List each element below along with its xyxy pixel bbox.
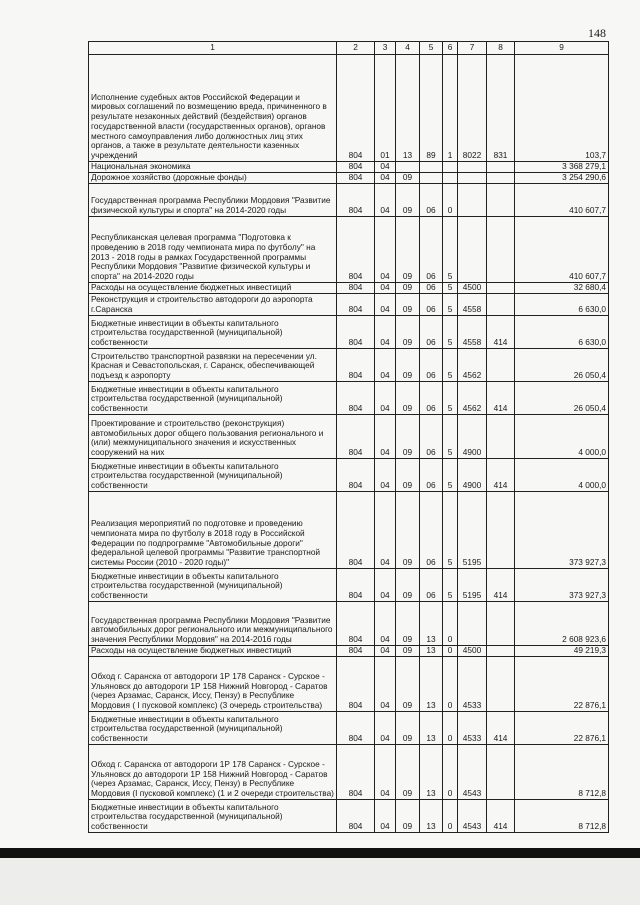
table-row bbox=[89, 316, 609, 349]
item-cell: 4543 bbox=[458, 745, 487, 800]
item-cell bbox=[458, 162, 487, 173]
item-cell: 4558 bbox=[458, 316, 487, 349]
amount-cell: 49 219,3 bbox=[515, 646, 609, 657]
table-row bbox=[89, 657, 609, 712]
expense-type-cell bbox=[487, 492, 515, 569]
subprogram-cell: 0 bbox=[443, 646, 458, 657]
subsection-cell: 09 bbox=[396, 316, 420, 349]
row-name-cell: Национальная экономика bbox=[89, 162, 337, 173]
table-row bbox=[89, 745, 609, 800]
expense-type-cell: 414 bbox=[487, 316, 515, 349]
row-name-cell: Бюджетные инвестиции в объекты капитального строительства государственной (муниципальной) собственности bbox=[89, 316, 337, 349]
program-cell: 06 bbox=[420, 415, 443, 459]
table-row bbox=[89, 184, 609, 217]
amount-cell: 26 050,4 bbox=[515, 382, 609, 415]
subsection-cell: 09 bbox=[396, 184, 420, 217]
program-cell: 06 bbox=[420, 492, 443, 569]
column-header: 7 bbox=[458, 42, 487, 55]
expense-type-cell bbox=[487, 657, 515, 712]
row-name-cell: Реконструкция и строительство автодороги до аэропорта г.Саранска bbox=[89, 294, 337, 316]
budget-table bbox=[88, 41, 609, 833]
program-cell: 06 bbox=[420, 184, 443, 217]
code-cell: 804 bbox=[337, 657, 375, 712]
code-cell: 804 bbox=[337, 162, 375, 173]
expense-type-cell bbox=[487, 745, 515, 800]
amount-cell: 410 607,7 bbox=[515, 184, 609, 217]
row-name-cell: Строительство транспортной развязки на пересечении ул. Красная и Севастопольская, г. Саранск, обеспечивающей подъезд к аэропорту bbox=[89, 349, 337, 382]
code-cell: 804 bbox=[337, 415, 375, 459]
table-row bbox=[89, 602, 609, 646]
expense-type-cell bbox=[487, 162, 515, 173]
subprogram-cell: 5 bbox=[443, 349, 458, 382]
section-cell: 04 bbox=[375, 657, 396, 712]
amount-cell: 6 630,0 bbox=[515, 316, 609, 349]
row-name-cell: Государственная программа Республики Мордовия "Развитие автомобильных дорог регионального или межмуниципального значения Республики Мордовия" на 2014-2016 годы bbox=[89, 602, 337, 646]
row-name-cell: Проектирование и строительство (реконструкция) автомобильных дорог общего пользования регионального и (или) межмуниципального значения и искусственных сооружений на них bbox=[89, 415, 337, 459]
amount-cell: 410 607,7 bbox=[515, 217, 609, 283]
row-name-cell: Расходы на осуществление бюджетных инвестиций bbox=[89, 283, 337, 294]
table-row bbox=[89, 569, 609, 602]
subsection-cell: 09 bbox=[396, 382, 420, 415]
program-cell: 06 bbox=[420, 316, 443, 349]
item-cell: 4900 bbox=[458, 459, 487, 492]
expense-type-cell: 414 bbox=[487, 712, 515, 745]
table-row bbox=[89, 55, 609, 162]
item-cell: 4500 bbox=[458, 283, 487, 294]
amount-cell: 26 050,4 bbox=[515, 349, 609, 382]
item-cell bbox=[458, 602, 487, 646]
program-cell: 13 bbox=[420, 646, 443, 657]
row-name-cell: Дорожное хозяйство (дорожные фонды) bbox=[89, 173, 337, 184]
subsection-cell: 09 bbox=[396, 712, 420, 745]
expense-type-cell bbox=[487, 602, 515, 646]
subsection-cell: 09 bbox=[396, 349, 420, 382]
code-cell: 804 bbox=[337, 349, 375, 382]
subprogram-cell: 5 bbox=[443, 459, 458, 492]
program-cell: 06 bbox=[420, 569, 443, 602]
row-name-cell: Бюджетные инвестиции в объекты капитального строительства государственной (муниципальной) собственности bbox=[89, 800, 337, 833]
subsection-cell: 09 bbox=[396, 173, 420, 184]
scan-bottom-margin bbox=[0, 858, 640, 905]
row-name-cell: Бюджетные инвестиции в объекты капитального строительства государственной (муниципальной) собственности bbox=[89, 712, 337, 745]
row-name-cell: Бюджетные инвестиции в объекты капитального строительства государственной (муниципальной) собственности bbox=[89, 459, 337, 492]
section-cell: 04 bbox=[375, 800, 396, 833]
code-cell: 804 bbox=[337, 173, 375, 184]
amount-cell: 32 680,4 bbox=[515, 283, 609, 294]
amount-cell: 2 608 923,6 bbox=[515, 602, 609, 646]
amount-cell: 6 630,0 bbox=[515, 294, 609, 316]
program-cell bbox=[420, 162, 443, 173]
expense-type-cell bbox=[487, 173, 515, 184]
subprogram-cell bbox=[443, 162, 458, 173]
table-row bbox=[89, 283, 609, 294]
program-cell: 13 bbox=[420, 745, 443, 800]
code-cell: 804 bbox=[337, 492, 375, 569]
subprogram-cell: 0 bbox=[443, 657, 458, 712]
code-cell: 804 bbox=[337, 712, 375, 745]
amount-cell: 3 368 279,1 bbox=[515, 162, 609, 173]
row-name-cell: Реализация мероприятий по подготовке и проведению чемпионата мира по футболу в 2018 году в Российской Федерации по подпрограмме "Автомобильные дороги" федеральной целевой программы "Развитие транспортной системы России (2010 - 2020 годы)" bbox=[89, 492, 337, 569]
row-name-cell: Республиканская целевая программа "Подготовка к проведению в 2018 году чемпионата мира по футболу" на 2013 - 2018 годы в рамках Государственной программы Республики Мордовия "Развитие физической культуры и спорта" на 2014-2020 годы bbox=[89, 217, 337, 283]
subsection-cell bbox=[396, 162, 420, 173]
subsection-cell: 09 bbox=[396, 800, 420, 833]
subprogram-cell: 5 bbox=[443, 569, 458, 602]
table-row bbox=[89, 712, 609, 745]
program-cell: 06 bbox=[420, 382, 443, 415]
section-cell: 01 bbox=[375, 55, 396, 162]
expense-type-cell bbox=[487, 646, 515, 657]
section-cell: 04 bbox=[375, 646, 396, 657]
program-cell: 13 bbox=[420, 800, 443, 833]
table-row bbox=[89, 800, 609, 833]
expense-type-cell: 414 bbox=[487, 569, 515, 602]
row-name-cell: Государственная программа Республики Мордовия "Развитие физической культуры и спорта" на 2014-2020 годы bbox=[89, 184, 337, 217]
subprogram-cell: 5 bbox=[443, 283, 458, 294]
section-cell: 04 bbox=[375, 459, 396, 492]
section-cell: 04 bbox=[375, 415, 396, 459]
section-cell: 04 bbox=[375, 745, 396, 800]
section-cell: 04 bbox=[375, 294, 396, 316]
section-cell: 04 bbox=[375, 712, 396, 745]
expense-type-cell bbox=[487, 349, 515, 382]
program-cell: 13 bbox=[420, 602, 443, 646]
expense-type-cell: 831 bbox=[487, 55, 515, 162]
row-name-cell: Исполнение судебных актов Российской Федерации и мировых соглашений по возмещению вреда, причиненного в результате незаконных действий (бездействия) органов государственной власти (государственных органов), органов местного самоуправления либо должностных лиц этих органов, а также в результате деятельности казенных учреждений bbox=[89, 55, 337, 162]
code-cell: 804 bbox=[337, 55, 375, 162]
section-cell: 04 bbox=[375, 602, 396, 646]
table-row bbox=[89, 173, 609, 184]
table-row bbox=[89, 382, 609, 415]
row-name-cell: Расходы на осуществление бюджетных инвестиций bbox=[89, 646, 337, 657]
amount-cell: 22 876,1 bbox=[515, 657, 609, 712]
column-header: 4 bbox=[396, 42, 420, 55]
subsection-cell: 09 bbox=[396, 283, 420, 294]
column-header: 9 bbox=[515, 42, 609, 55]
item-cell: 4533 bbox=[458, 712, 487, 745]
section-cell: 04 bbox=[375, 349, 396, 382]
subprogram-cell: 0 bbox=[443, 184, 458, 217]
program-cell: 13 bbox=[420, 712, 443, 745]
column-header: 3 bbox=[375, 42, 396, 55]
item-cell bbox=[458, 184, 487, 217]
amount-cell: 4 000,0 bbox=[515, 459, 609, 492]
amount-cell: 8 712,8 bbox=[515, 745, 609, 800]
column-header: 6 bbox=[443, 42, 458, 55]
amount-cell: 3 254 290,6 bbox=[515, 173, 609, 184]
item-cell: 4900 bbox=[458, 415, 487, 459]
subprogram-cell: 5 bbox=[443, 415, 458, 459]
subprogram-cell: 5 bbox=[443, 492, 458, 569]
code-cell: 804 bbox=[337, 294, 375, 316]
expense-type-cell bbox=[487, 184, 515, 217]
subsection-cell: 13 bbox=[396, 55, 420, 162]
expense-type-cell: 414 bbox=[487, 459, 515, 492]
amount-cell: 373 927,3 bbox=[515, 492, 609, 569]
scan-bottom-band bbox=[0, 848, 640, 858]
code-cell: 804 bbox=[337, 184, 375, 217]
program-cell: 13 bbox=[420, 657, 443, 712]
subprogram-cell: 1 bbox=[443, 55, 458, 162]
page-number: 148 bbox=[588, 26, 606, 40]
program-cell: 06 bbox=[420, 294, 443, 316]
table-row bbox=[89, 492, 609, 569]
item-cell bbox=[458, 173, 487, 184]
column-header: 1 bbox=[89, 42, 337, 55]
item-cell: 4558 bbox=[458, 294, 487, 316]
subsection-cell: 09 bbox=[396, 415, 420, 459]
table-body bbox=[89, 55, 609, 833]
table-row bbox=[89, 162, 609, 173]
program-cell: 06 bbox=[420, 217, 443, 283]
subprogram-cell: 0 bbox=[443, 745, 458, 800]
row-name-cell: Обход г. Саранска от автодороги 1Р 178 Саранск - Сурское - Ульяновск до автодороги 1Р 158 Нижний Новгород - Саратов (через Арзамас, Саранск, Иссу, Пензу) в Республике Мордовия ( I пусковой комплекс) (3 очередь строительства) bbox=[89, 657, 337, 712]
section-cell: 04 bbox=[375, 217, 396, 283]
program-cell bbox=[420, 173, 443, 184]
row-name-cell: Бюджетные инвестиции в объекты капитального строительства государственной (муниципальной) собственности bbox=[89, 382, 337, 415]
expense-type-cell bbox=[487, 294, 515, 316]
column-header: 8 bbox=[487, 42, 515, 55]
subprogram-cell: 0 bbox=[443, 712, 458, 745]
code-cell: 804 bbox=[337, 382, 375, 415]
subprogram-cell: 5 bbox=[443, 294, 458, 316]
subprogram-cell: 0 bbox=[443, 800, 458, 833]
subsection-cell: 09 bbox=[396, 459, 420, 492]
section-cell: 04 bbox=[375, 569, 396, 602]
table-row bbox=[89, 217, 609, 283]
code-cell: 804 bbox=[337, 283, 375, 294]
item-cell: 4562 bbox=[458, 382, 487, 415]
table-row bbox=[89, 415, 609, 459]
code-cell: 804 bbox=[337, 646, 375, 657]
item-cell: 4533 bbox=[458, 657, 487, 712]
code-cell: 804 bbox=[337, 602, 375, 646]
code-cell: 804 bbox=[337, 800, 375, 833]
subsection-cell: 09 bbox=[396, 569, 420, 602]
subprogram-cell: 5 bbox=[443, 382, 458, 415]
item-cell bbox=[458, 217, 487, 283]
program-cell: 89 bbox=[420, 55, 443, 162]
table-row bbox=[89, 349, 609, 382]
item-cell: 4500 bbox=[458, 646, 487, 657]
section-cell: 04 bbox=[375, 316, 396, 349]
code-cell: 804 bbox=[337, 217, 375, 283]
amount-cell: 373 927,3 bbox=[515, 569, 609, 602]
expense-type-cell: 414 bbox=[487, 800, 515, 833]
code-cell: 804 bbox=[337, 569, 375, 602]
subsection-cell: 09 bbox=[396, 602, 420, 646]
subprogram-cell: 5 bbox=[443, 217, 458, 283]
column-header: 2 bbox=[337, 42, 375, 55]
table-row bbox=[89, 646, 609, 657]
amount-cell: 4 000,0 bbox=[515, 415, 609, 459]
row-name-cell: Бюджетные инвестиции в объекты капитального строительства государственной (муниципальной) собственности bbox=[89, 569, 337, 602]
subsection-cell: 09 bbox=[396, 294, 420, 316]
section-cell: 04 bbox=[375, 382, 396, 415]
subsection-cell: 09 bbox=[396, 657, 420, 712]
table-header-row bbox=[89, 42, 609, 55]
section-cell: 04 bbox=[375, 283, 396, 294]
item-cell: 4562 bbox=[458, 349, 487, 382]
amount-cell: 22 876,1 bbox=[515, 712, 609, 745]
program-cell: 06 bbox=[420, 349, 443, 382]
subprogram-cell bbox=[443, 173, 458, 184]
row-name-cell: Обход г. Саранска от автодороги 1Р 178 Саранск - Сурское - Ульяновск до автодороги 1Р 158 Нижний Новгород - Саратов (через Арзамас, Саранск, Иссу, Пензу) в Республике Мордовия (I пусковой комплекс) (1 и 2 очереди строительства) bbox=[89, 745, 337, 800]
expense-type-cell bbox=[487, 283, 515, 294]
program-cell: 06 bbox=[420, 459, 443, 492]
amount-cell: 103,7 bbox=[515, 55, 609, 162]
expense-type-cell bbox=[487, 415, 515, 459]
section-cell: 04 bbox=[375, 184, 396, 217]
item-cell: 8022 bbox=[458, 55, 487, 162]
item-cell: 5195 bbox=[458, 569, 487, 602]
expense-type-cell bbox=[487, 217, 515, 283]
item-cell: 4543 bbox=[458, 800, 487, 833]
subprogram-cell: 5 bbox=[443, 316, 458, 349]
section-cell: 04 bbox=[375, 173, 396, 184]
subsection-cell: 09 bbox=[396, 217, 420, 283]
amount-cell: 8 712,8 bbox=[515, 800, 609, 833]
column-header: 5 bbox=[420, 42, 443, 55]
code-cell: 804 bbox=[337, 745, 375, 800]
table-row bbox=[89, 294, 609, 316]
subsection-cell: 09 bbox=[396, 745, 420, 800]
subsection-cell: 09 bbox=[396, 646, 420, 657]
section-cell: 04 bbox=[375, 492, 396, 569]
code-cell: 804 bbox=[337, 459, 375, 492]
item-cell: 5195 bbox=[458, 492, 487, 569]
subprogram-cell: 0 bbox=[443, 602, 458, 646]
code-cell: 804 bbox=[337, 316, 375, 349]
subsection-cell: 09 bbox=[396, 492, 420, 569]
table-row bbox=[89, 459, 609, 492]
program-cell: 06 bbox=[420, 283, 443, 294]
section-cell: 04 bbox=[375, 162, 396, 173]
expense-type-cell: 414 bbox=[487, 382, 515, 415]
